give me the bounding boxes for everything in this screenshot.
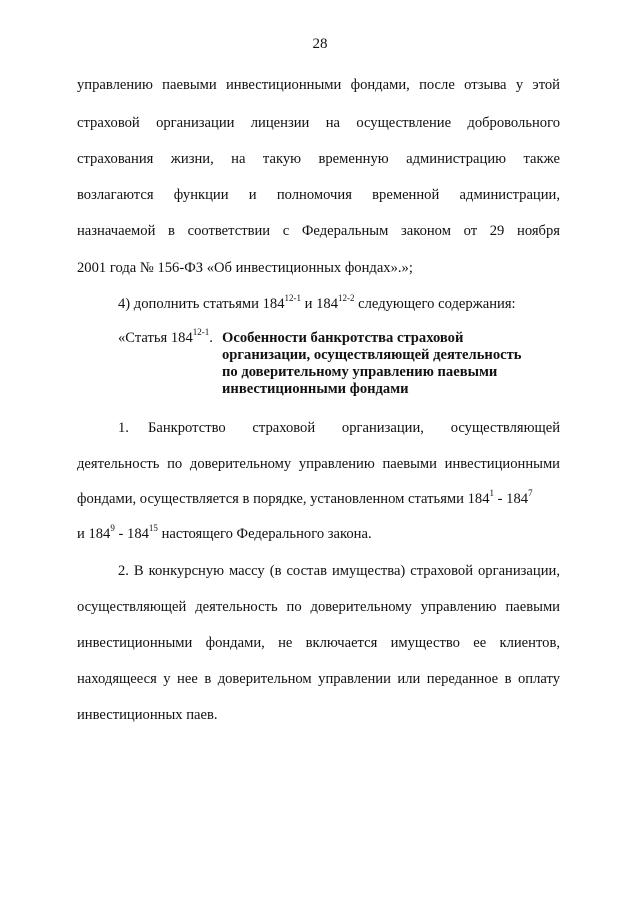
clause-1-line-3-sup2: 7 [528, 488, 533, 499]
clause-1-line-4-b: - 184 [114, 526, 149, 542]
intro-line-3: страхования жизни, на такую временную администрацию также [77, 151, 560, 167]
article-label [118, 327, 213, 347]
article-title-line-3: по доверительному управлению паевыми [222, 364, 498, 380]
clause-1-line-4-c: настоящего Федерального закона. [157, 526, 372, 542]
article-title-line-2: организации, осуществляющей деятельность [222, 347, 522, 363]
item-4-sup-b: 12-2 [338, 293, 355, 304]
intro-line-5: назначаемой в соответствии с Федеральным законом от 29 ноября [77, 223, 560, 239]
intro-line-4: возлагаются функции и полномочия временной администрации, [77, 187, 560, 203]
clause-1-number: 1. [118, 420, 129, 436]
clause-1-line-3 [77, 488, 560, 508]
item-4 [118, 293, 516, 313]
article-label-a: «Статья 184 [118, 330, 193, 346]
clause-1-line-2: деятельность по доверительному управлению паевыми инвестиционными [77, 456, 560, 472]
article-title [222, 330, 542, 398]
item-4-text-c: следующего содержания: [354, 296, 516, 312]
clause-1-line-3-a: фондами, осуществляется в порядке, установленном статьями 184 [77, 491, 490, 507]
item-4-text-b: и 184 [301, 296, 338, 312]
clause-2-line-2: осуществляющей деятельность по доверительному управлению паевыми [77, 599, 560, 615]
intro-line-1: управлению паевыми инвестиционными фондами, после отзыва у этой [77, 77, 560, 93]
clause-2-line-1: 2. В конкурсную массу (в состав имущества) страховой организации, [118, 563, 560, 579]
clause-1-line-4 [77, 523, 560, 543]
article-label-b: . [209, 330, 213, 346]
clause-2-line-3: инвестиционными фондами, не включается имущество ее клиентов, [77, 635, 560, 651]
clause-1-line-4-sup2: 15 [148, 523, 158, 534]
clause-1-line-4-sup1: 9 [110, 523, 115, 534]
clause-1-line-3-sup1: 1 [489, 488, 494, 499]
clause-1-line-1: Банкротство страховой организации, осуществляющей [148, 420, 560, 436]
clause-2-line-4: находящееся у нее в доверительном управлении или переданное в оплату [77, 671, 560, 687]
item-4-sup-a: 12-1 [284, 293, 301, 304]
article-title-line-4: инвестиционными фондами [222, 381, 409, 397]
intro-line-2: страховой организации лицензии на осуществление добровольного [77, 115, 560, 131]
article-title-line-1: Особенности банкротства страховой [222, 330, 464, 346]
item-4-text-a: 4) дополнить статьями 184 [118, 296, 285, 312]
intro-line-6: 2001 года № 156-ФЗ «Об инвестиционных фондах».»; [77, 260, 413, 276]
article-label-sup: 12-1 [192, 327, 210, 338]
clause-1-line-4-a: и 184 [77, 526, 111, 542]
clause-1-line-3-b: - 184 [494, 491, 529, 507]
clause-2-line-5: инвестиционных паев. [77, 707, 218, 723]
page-number: 28 [312, 36, 328, 52]
